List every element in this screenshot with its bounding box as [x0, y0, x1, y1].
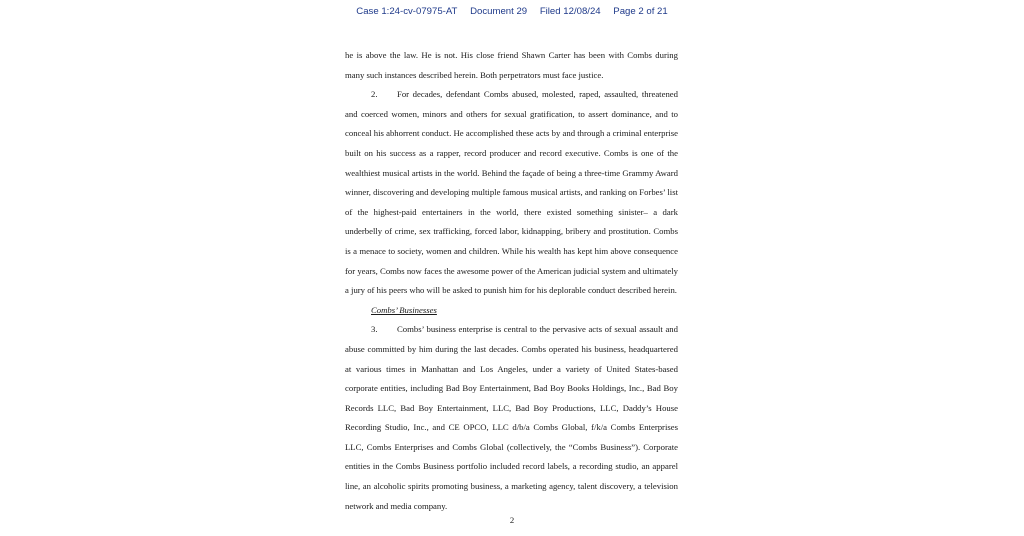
filed-date: Filed 12/08/24	[539, 6, 601, 17]
page-indicator: Page 2 of 21	[613, 6, 668, 17]
paragraph-text: Combs’ business enterprise is central to the pervasive acts of sexual assault and abuse committed by him during the last decades. Combs operated his business, headquartered at various times in Manhattan and Los Angeles, under a variety of United States-based corporate entities, including Bad Boy Entertainment, Bad Boy Books Holdings, Inc., Bad Boy Records LLC, Bad Boy Entertainment, LLC, Bad Boy Productions, LLC, Daddy’s House Recording Studio, Inc., and CE OPCO, LLC d/b/a Combs Global, f/k/a Combs Enterprises LLC, Combs Enterprises and Combs Global (collectively, the “Combs Business”). Corporate entities in the Combs Business portfolio included record labels, a recording studio, an apparel line, an alcoholic spirits promoting business, a marketing agency, talent discovery, a television network and media company.	[345, 324, 678, 511]
document-body	[345, 46, 678, 516]
paragraph-number: 3.	[371, 324, 378, 335]
page-number: 2	[509, 515, 515, 525]
paragraph-text: For decades, defendant Combs abused, molested, raped, assaulted, threatened and coerced women, minors and others for sexual gratification, to assert dominance, and to conceal his abhorrent conduct. He accomplished these acts by and through a criminal enterprise built on his success as a rapper, record producer and record executive. Combs is one of the wealthiest musical artists in the world. Behind the façade of being a three-time Grammy Award winner, discovering and developing multiple famous musical artists, and ranking on Forbes’ list of the highest-paid entertainers in the world, there existed something sinister– a dark underbelly of crime, sex trafficking, forced labor, kidnapping, bribery and prostitution. Combs is a menace to society, women and children. While his wealth has kept him above consequence for years, Combs now faces the awesome power of the American judicial system and ultimately a jury of his peers who will be asked to punish him for his deplorable conduct described herein.	[345, 89, 678, 296]
paragraph-number: 2.	[371, 89, 378, 100]
paragraph-2	[345, 85, 678, 301]
document-number: Document 29	[470, 6, 528, 17]
case-number: Case 1:24-cv-07975-AT	[356, 6, 458, 17]
ecf-header	[0, 6, 1024, 17]
section-subheading: Combs’ Businesses	[371, 304, 437, 315]
paragraph-3	[345, 320, 678, 516]
continuation-paragraph: he is above the law. He is not. His close friend Shawn Carter has been with Combs during many such instances described herein. Both perpetrators must face justice.	[345, 50, 678, 80]
